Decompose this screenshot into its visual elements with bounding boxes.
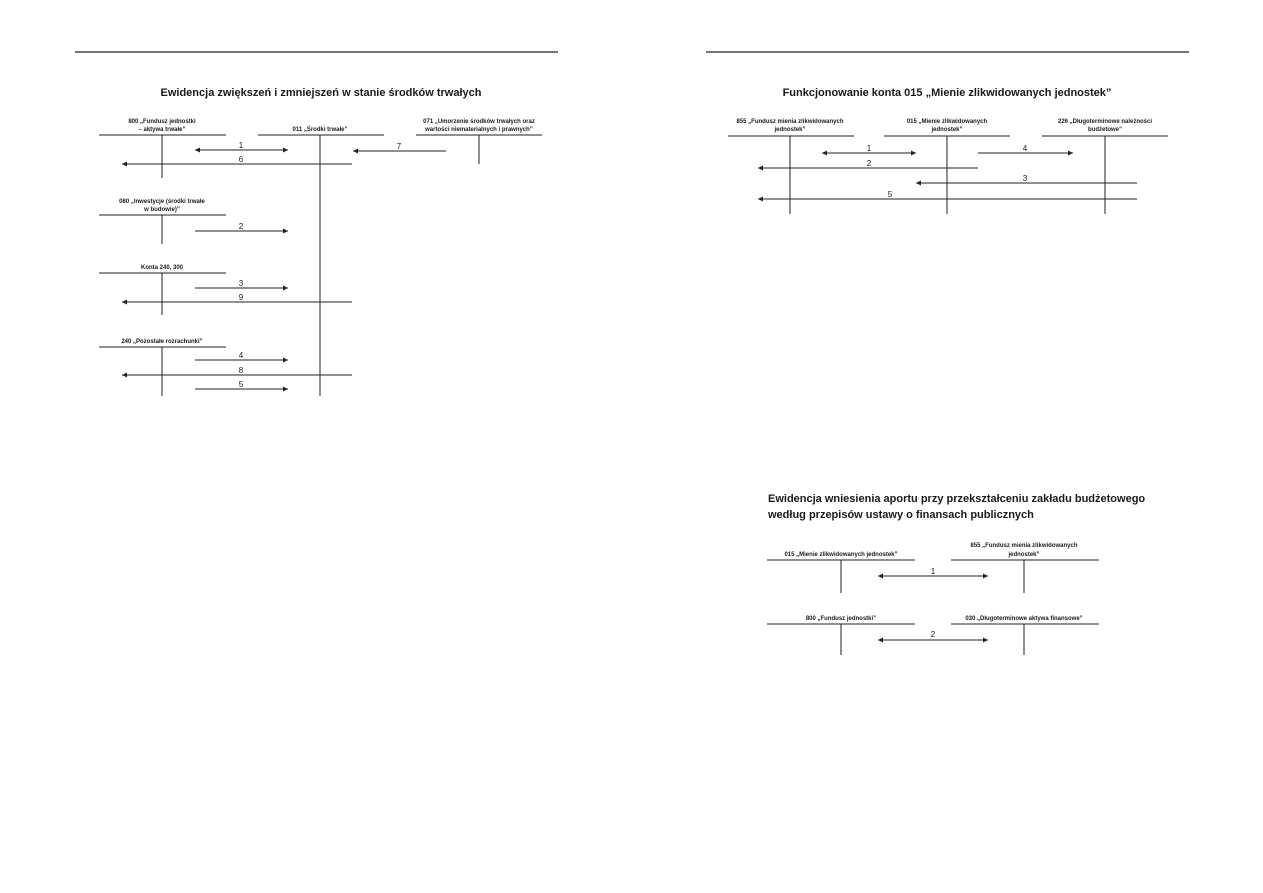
account-label-800-line2: – aktywa trwałe” xyxy=(138,127,186,133)
t-account-240 xyxy=(99,339,226,396)
account-label-030-bottom: 030 „Długoterminowe aktywa finansowe” xyxy=(965,616,1083,622)
account-label-855-line1: 855 „Fundusz mienia zlikwidowanych xyxy=(736,119,844,125)
account-label-226-line2: budżetowe” xyxy=(1088,127,1122,133)
right-bottom-title-line1: Ewidencja wniesienia aportu przy przekształceniu zakładu budżetowego xyxy=(768,493,1146,505)
right-top-diagram-title: Funkcjonowanie konta 015 „Mienie zlikwidowanych jednostek” xyxy=(782,87,1112,99)
op-label-4: 4 xyxy=(238,351,244,360)
t-account-855 xyxy=(728,119,854,214)
left-diagram-title: Ewidencja zwiększeń i zmniejszeń w stanie środków trwałych xyxy=(160,87,482,99)
account-label-015-line2: jednostek” xyxy=(931,127,963,133)
t-account-080 xyxy=(99,199,226,244)
t-account-011 xyxy=(258,126,384,396)
op-015-label-3: 3 xyxy=(1022,174,1028,183)
account-label-240: 240 „Pozostałe rozrachunki” xyxy=(121,339,203,345)
account-label-015-bottom: 015 „Mienie zlikwidowanych jednostek” xyxy=(784,552,898,558)
op-label-2: 2 xyxy=(238,222,244,231)
op-015-label-4: 4 xyxy=(1022,144,1028,153)
diagram-account-015 xyxy=(728,87,1168,214)
t-account-030-bottom xyxy=(951,616,1099,655)
op-015-label-2: 2 xyxy=(866,159,872,168)
diagram-contribution-in-kind xyxy=(767,493,1145,655)
op-label-8: 8 xyxy=(238,366,244,375)
aport-op-label-2: 2 xyxy=(930,630,936,639)
account-label-071-line2: wartości niematerialnych i prawnych” xyxy=(425,127,533,133)
t-account-226 xyxy=(1042,119,1168,214)
op-015-label-5: 5 xyxy=(887,190,893,199)
t-account-240-300 xyxy=(99,265,226,315)
t-account-015-bottom xyxy=(767,552,915,593)
account-label-855-line2: jednostek” xyxy=(774,127,806,133)
account-label-226-line1: 226 „Długoterminowe należności xyxy=(1057,119,1153,125)
op-label-3: 3 xyxy=(238,279,244,288)
t-account-855-bottom xyxy=(951,543,1099,593)
op-label-9: 9 xyxy=(238,293,244,302)
account-label-015-line1: 015 „Mienie zlikwidowanych xyxy=(906,119,988,125)
right-bottom-title-line2: według przepisów ustawy o finansach publicznych xyxy=(768,509,1034,521)
account-label-011: 011 „Środki trwałe” xyxy=(292,127,348,133)
op-label-1: 1 xyxy=(238,141,244,150)
op-015-label-1: 1 xyxy=(866,144,872,153)
account-label-071-line1: 071 „Umorzenie środków trwałych oraz xyxy=(423,119,535,125)
t-account-015 xyxy=(884,119,1010,214)
t-account-800-bottom xyxy=(767,616,915,655)
t-account-071 xyxy=(416,119,542,164)
op-label-5: 5 xyxy=(238,380,244,389)
op-label-6: 6 xyxy=(238,155,244,164)
t-account-800 xyxy=(99,119,226,178)
account-label-240-300: Konta 240, 300 xyxy=(140,265,184,271)
account-label-855-bottom-line2: jednostek” xyxy=(1008,552,1040,558)
account-label-800-line1: 800 „Fundusz jednostki xyxy=(128,119,196,125)
account-label-855-bottom-line1: 855 „Fundusz mienia zlikwidowanych xyxy=(970,543,1078,549)
account-label-080-line2: w budowie)” xyxy=(144,207,180,213)
account-label-800-bottom: 800 „Fundusz jednostki” xyxy=(805,616,877,622)
account-label-080-line1: 080 „Inwestycje (środki trwałe xyxy=(119,199,205,205)
aport-op-label-1: 1 xyxy=(930,567,936,576)
op-label-7: 7 xyxy=(396,142,402,151)
diagram-fixed-assets xyxy=(99,87,542,396)
